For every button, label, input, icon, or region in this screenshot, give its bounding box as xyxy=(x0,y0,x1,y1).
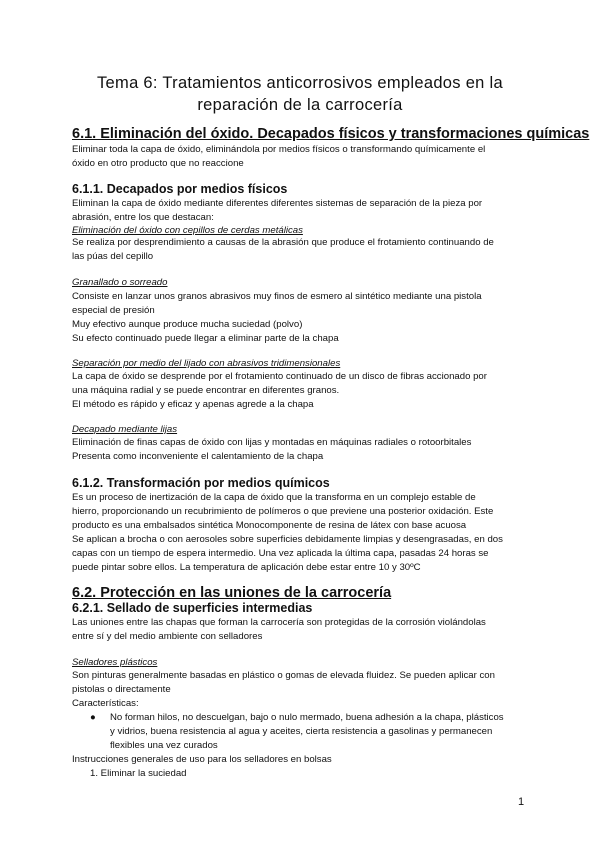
document-title-line-2: reparación de la carrocería xyxy=(197,96,403,114)
paragraph-line: Muy efectivo aunque produce mucha suciedad (polvo) xyxy=(72,319,303,330)
subheading-selladores-plasticos: Selladores plásticos xyxy=(72,657,158,668)
paragraph-line: óxido en otro producto que no reaccione xyxy=(72,158,244,169)
paragraph-line: Las uniones entre las chapas que forman la carrocería son protegidas de la corrosión violándolas xyxy=(72,617,486,628)
paragraph-line: abrasión, entre los que destacan: xyxy=(72,212,214,223)
paragraph-line: Se realiza por desprendimiento a causas de la abrasión que produce el frotamiento continuando de xyxy=(72,237,494,248)
paragraph-line: puede pintar sobre ellos. La temperatura de aplicación debe estar entre 10 y 30ºC xyxy=(72,562,421,573)
paragraph-line: entre sí y del medio ambiente con selladores xyxy=(72,631,263,642)
paragraph-line: Se aplican a brocha o con aerosoles sobre superficies debidamente limpias y desengrasadas, en dos xyxy=(72,534,503,545)
bullet-line: flexibles una vez curados xyxy=(110,740,218,751)
paragraph-line: Eliminación de finas capas de óxido con lijas y montadas en máquinas radiales o rotoorbitales xyxy=(72,437,472,448)
document-title-line-1: Tema 6: Tratamientos anticorrosivos empleados en la xyxy=(97,74,503,92)
paragraph-line: Presenta como inconveniente el calentamiento de la chapa xyxy=(72,451,324,462)
bullet-line: No forman hilos, no descuelgan, bajo o nulo mermado, buena adhesión a la chapa, plásticos xyxy=(110,712,504,723)
paragraph-line: Es un proceso de inertización de la capa de óxido que la transforma en un complejo estable de xyxy=(72,492,476,503)
section-6-2-heading: 6.2. Protección en las uniones de la carrocería xyxy=(72,585,392,601)
subheading-cepillos: Eliminación del óxido con cepillos de cerdas metálicas xyxy=(72,225,303,236)
paragraph-line: una máquina radial y se puede encontrar en diferentes granos. xyxy=(72,385,340,396)
paragraph-line: Eliminan la capa de óxido mediante diferentes diferentes sistemas de separación de la pieza por xyxy=(72,198,483,209)
paragraph-line: especial de presión xyxy=(72,305,155,316)
paragraph-line: Características: xyxy=(72,698,139,709)
paragraph-line: producto es una embalsados sintética Monocomponente de resina de látex con base acuosa xyxy=(72,520,467,531)
paragraph-line: Son pinturas generalmente basadas en plástico o gomas de elevada fluidez. Se pueden aplicar con xyxy=(72,670,495,681)
section-6-2-1-heading: 6.2.1. Sellado de superficies intermedias xyxy=(72,601,313,615)
page-number: 1 xyxy=(518,796,525,808)
paragraph-line: hierro, proporcionando un recubrimiento de polímeros o que previene una posterior oxidación. Este xyxy=(72,506,494,517)
section-6-1-2-heading: 6.1.2. Transformación por medios químicos xyxy=(72,476,330,490)
section-6-1-heading: 6.1. Eliminación del óxido. Decapados físicos y transformaciones químicas xyxy=(72,126,590,142)
paragraph-line: Instrucciones generales de uso para los selladores en bolsas xyxy=(72,754,332,765)
subheading-lijas: Decapado mediante lijas xyxy=(72,424,178,435)
bullet-line: y vidrios, buena resistencia al agua y aceites, cierta resistencia a gasolinas y permanecen xyxy=(110,726,493,737)
paragraph-line: Consiste en lanzar unos granos abrasivos muy finos de esmero al sintético mediante una pistola xyxy=(72,291,482,302)
subheading-lijado: Separación por medio del lijado con abrasivos tridimensionales xyxy=(72,358,341,369)
paragraph-line: La capa de óxido se desprende por el frotamiento continuado de un disco de fibras accionado por xyxy=(72,371,487,382)
paragraph-line: Su efecto continuado puede llegar a eliminar parte de la chapa xyxy=(72,333,339,344)
bullet-marker: ● xyxy=(90,712,96,723)
paragraph-line: capas con un tiempo de espera intermedio. Una vez aplicada la última capa, pasadas 24 horas se xyxy=(72,548,489,559)
paragraph-line: Eliminar toda la capa de óxido, eliminándola por medios físicos o transformando químicamente el xyxy=(72,144,486,155)
paragraph-line: las púas del cepillo xyxy=(72,251,154,262)
numbered-item: 1. Eliminar la suciedad xyxy=(90,768,187,779)
subheading-granallado: Granallado o sorreado xyxy=(72,277,168,288)
paragraph-line: El método es rápido y eficaz y apenas agrede a la chapa xyxy=(72,399,314,410)
section-6-1-1-heading: 6.1.1. Decapados por medios físicos xyxy=(72,182,288,196)
paragraph-line: pistolas o directamente xyxy=(72,684,171,695)
